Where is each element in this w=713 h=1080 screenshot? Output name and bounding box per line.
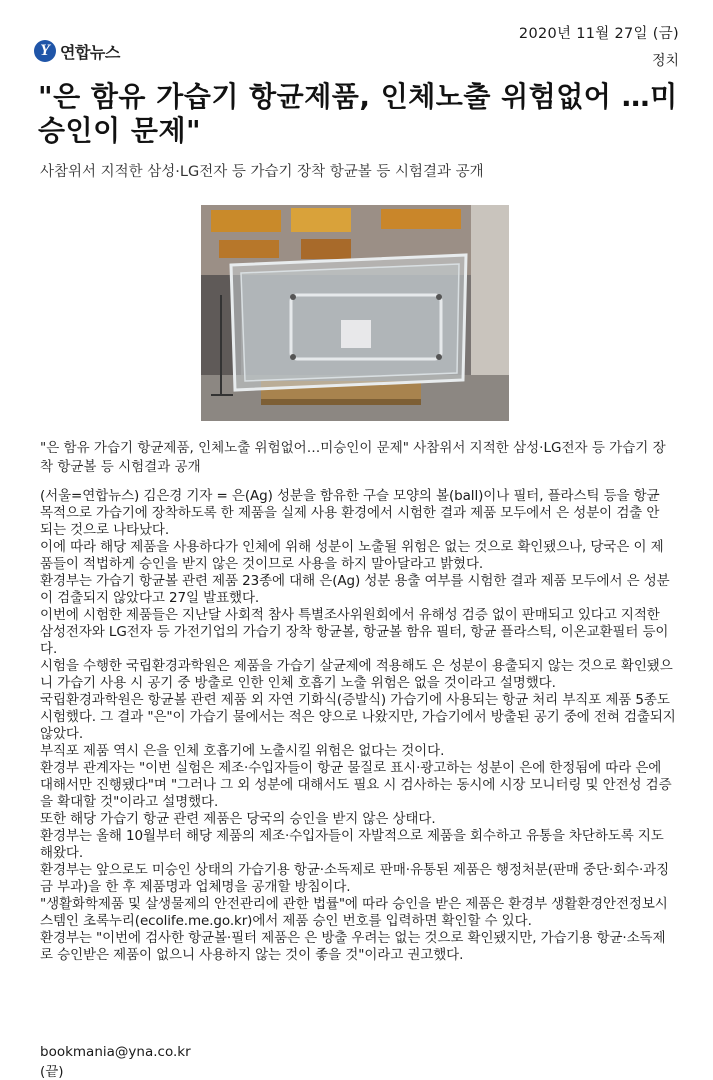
end-mark: (끝) bbox=[40, 1064, 64, 1080]
paragraph: "생활화학제품 및 살생물제의 안전관리에 관한 법률"에 따라 승인을 받은 제품은 환경부 생활환경안전정보시스템인 초록누리(ecolife.me.go.kr)에서 제품 승인 번호를 입력하면 확인할 수 있다. bbox=[40, 896, 668, 929]
paragraph: 이에 따라 해당 제품을 사용하다가 인체에 위해 성분이 노출될 위험은 없는 것으로 확인됐으나, 당국은 이 제품들이 적법하게 승인을 받지 않은 것이므로 사용을 하지 말아달라고 밝혔다. bbox=[40, 539, 664, 572]
article-date: 2020년 11월 27일 (금) bbox=[518, 26, 679, 42]
humidifier-test-chamber-image bbox=[201, 205, 509, 421]
subheadline: 사참위서 지적한 삼성·LG전자 등 가습기 장착 항균볼 등 시험결과 공개 bbox=[40, 164, 484, 180]
paragraph: 환경부 관계자는 "이번 실험은 제조·수입자들이 항균 물질로 표시·광고하는 성분이 은에 한정됨에 따라 은에 대해서만 진행됐다"며 "그러나 그 외 성분에 대해서도 필요 시 검사하는 동시에 시장 모니터링 및 안전성 검증을 확대할 것"이라고 설명했다. bbox=[40, 760, 672, 810]
article-body bbox=[40, 488, 676, 964]
paragraph: 환경부는 가습기 항균볼 관련 제품 23종에 대해 은(Ag) 성분 용출 여부를 시험한 결과 제품 모두에서 은 성분이 검출되지 않았다고 27일 발표했다. bbox=[40, 573, 670, 606]
paragraph: 국립환경과학원은 항균볼 관련 제품 외 자연 기화식(증발식) 가습기에 사용되는 항균 처리 부직포 제품 5종도 시험했다. 그 결과 "은"이 가습기 물에서는 적은 양으로 나왔지만, 가습기에서 방출된 공기 중에 전혀 검출되지 않았다. bbox=[40, 692, 676, 742]
headline: "은 함유 가습기 항균제품, 인체노출 위험없어 …미승인이 문제" bbox=[38, 80, 678, 147]
section-label: 정치 bbox=[651, 53, 679, 69]
article-photo bbox=[201, 205, 509, 421]
paragraph: (서울=연합뉴스) 김은경 기자 = 은(Ag) 성분을 함유한 구슬 모양의 볼(ball)이나 필터, 플라스틱 등을 항균 목적으로 가습기에 장착하도록 한 제품을 실제 사용 환경에서 시험한 결과 제품 모두에서 은 성분이 검출 안 되는 것으로 나타났다. bbox=[40, 488, 660, 538]
paragraph: 환경부는 앞으로도 미승인 상태의 가습기용 항균·소독제로 판매·유통된 제품은 행정처분(판매 중단·회수·과징금 부과)을 한 후 제품명과 업체명을 공개할 방침이다. bbox=[40, 862, 670, 895]
paragraph: 이번에 시험한 제품들은 지난달 사회적 참사 특별조사위원회에서 유해성 검증 없이 판매되고 있다고 지적한 삼성전자와 LG전자 등 가전기업의 가습기 장착 항균볼, 항균볼 함유 필터, 항균 플라스틱, 이온교환필터 등이다. bbox=[40, 607, 669, 657]
paragraph: 시험을 수행한 국립환경과학원은 제품을 가습기 살균제에 적용해도 은 성분이 용출되지 않는 것으로 확인됐으니 가습기 사용 시 공기 중 방출로 인한 인체 호흡기 노출 위험은 없을 것이라고 설명했다. bbox=[40, 658, 673, 691]
reporter-email: bookmania@yna.co.kr bbox=[40, 1044, 191, 1060]
paragraph: 환경부는 "이번에 검사한 항균볼·필터 제품은 은 방출 우려는 없는 것으로 확인됐지만, 가습기용 항균·소독제로 승인받은 제품이 없으니 사용하지 않는 것이 좋을 것"이라고 권고했다. bbox=[40, 930, 666, 963]
paragraph: 환경부는 올해 10월부터 해당 제품의 제조·수입자들이 자발적으로 제품을 회수하고 유통을 차단하도록 지도해왔다. bbox=[40, 828, 664, 861]
paragraph: 부직포 제품 역시 은을 인체 호흡기에 노출시킬 위험은 없다는 것이다. bbox=[40, 743, 445, 759]
paragraph: 또한 해당 가습기 항균 관련 제품은 당국의 승인을 받지 않은 상태다. bbox=[40, 811, 436, 827]
logo-text: 연합뉴스 bbox=[60, 42, 120, 62]
yonhap-logo-icon: Y bbox=[34, 40, 56, 62]
photo-caption: "은 함유 가습기 항균제품, 인체노출 위험없어…미승인이 문제" 사참위서 지적한 삼성·LG전자 등 가습기 장착 항균볼 등 시험결과 공개 bbox=[40, 440, 666, 475]
yonhap-logo bbox=[34, 38, 120, 64]
